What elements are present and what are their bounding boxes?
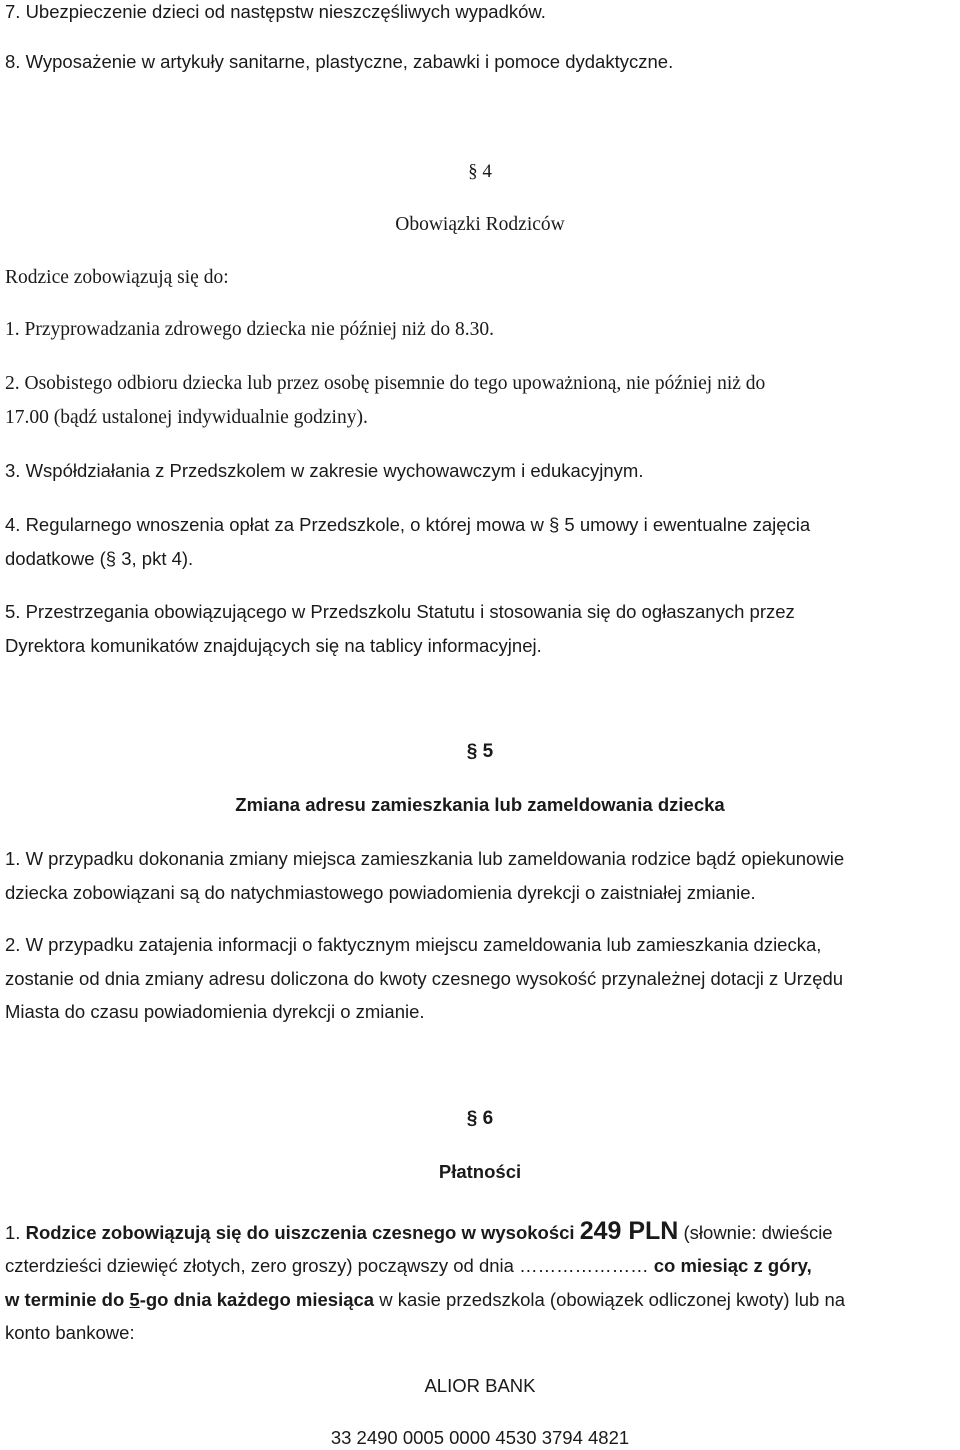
- list-item-continuation: dziecka zobowiązani są do natychmiastowego powiadomienia dyrekcji o zaistniałej zmianie.: [5, 882, 756, 903]
- payment-place: w kasie przedszkola (obowiązek odliczonej kwoty) lub na: [374, 1289, 846, 1310]
- payment-paragraph-line-4: konto bankowe:: [5, 1322, 135, 1343]
- list-item: 5. Przestrzegania obowiązującego w Przedszkolu Statutu i stosowania się do ogłaszanych przez: [5, 601, 795, 622]
- section-intro: Rodzice zobowiązują się do:: [5, 267, 229, 288]
- section-title: Zmiana adresu zamieszkania lub zameldowania dziecka: [235, 794, 725, 815]
- list-item: 3. Współdziałania z Przedszkolem w zakresie wychowawczym i edukacyjnym.: [5, 460, 644, 481]
- start-date-text: czterdzieści dziewięć złotych, zero groszy) począwszy od dnia …………………: [5, 1255, 654, 1276]
- list-item: 1. W przypadku dokonania zmiany miejsca zamieszkania lub zameldowania rodzice bądź opiekunowie: [5, 848, 845, 869]
- section-title: Obowiązki Rodziców: [395, 214, 565, 235]
- section-number: § 6: [466, 1108, 494, 1129]
- list-item: 1. Przyprowadzania zdrowego dziecka nie później niż do 8.30.: [5, 319, 494, 340]
- payment-paragraph-line-3: [5, 1288, 845, 1312]
- list-item-7: 7. Ubezpieczenie dzieci od następstw nieszczęśliwych wypadków.: [5, 1, 546, 22]
- payment-amount: 249 PLN: [579, 1217, 679, 1245]
- deadline-day: 5: [129, 1289, 140, 1310]
- list-item: 2. Osobistego odbioru dziecka lub przez osobę pisemnie do tego upoważnioną, nie później niż do: [5, 373, 766, 394]
- section-number: § 5: [466, 741, 494, 762]
- payment-paragraph-line-2: [5, 1254, 812, 1278]
- section-number: § 4: [468, 161, 492, 182]
- list-item: 2. W przypadku zatajenia informacji o faktycznym miejscu zameldowania lub zamieszkania dziecka,: [5, 934, 822, 955]
- list-item-continuation: 17.00 (bądź ustalonej indywidualnie godziny).: [5, 407, 368, 428]
- amount-in-words: (słownie: dwieście: [678, 1222, 833, 1243]
- list-item: 4. Regularnego wnoszenia opłat za Przedszkole, o której mowa w § 5 umowy i ewentualne zajęcia: [5, 514, 811, 535]
- payment-obligation: Rodzice zobowiązują się do uiszczenia czesnego w wysokości: [25, 1222, 580, 1243]
- list-item-continuation: Dyrektora komunikatów znajdujących się na tablicy informacyjnej.: [5, 635, 542, 656]
- monthly-advance: co miesiąc z góry,: [653, 1255, 812, 1276]
- deadline-text: w terminie do: [5, 1289, 130, 1310]
- list-item-continuation: Miasta do czasu powiadomienia dyrekcji o zmianie.: [5, 1001, 425, 1022]
- list-item-continuation: zostanie od dnia zmiany adresu doliczona do kwoty czesnego wysokość przynależnej dotacji z Urzędu: [5, 968, 844, 989]
- list-item-continuation: dodatkowe (§ 3, pkt 4).: [5, 548, 194, 569]
- item-number: 1.: [5, 1222, 26, 1243]
- list-item-8: 8. Wyposażenie w artykuły sanitarne, plastyczne, zabawki i pomoce dydaktyczne.: [5, 51, 674, 72]
- deadline-text-end: -go dnia każdego miesiąca: [139, 1289, 375, 1310]
- payment-paragraph-line-1: [5, 1216, 833, 1248]
- bank-name: ALIOR BANK: [424, 1375, 536, 1396]
- bank-account-number: 33 2490 0005 0000 4530 3794 4821: [330, 1427, 630, 1448]
- section-title: Płatności: [438, 1161, 522, 1182]
